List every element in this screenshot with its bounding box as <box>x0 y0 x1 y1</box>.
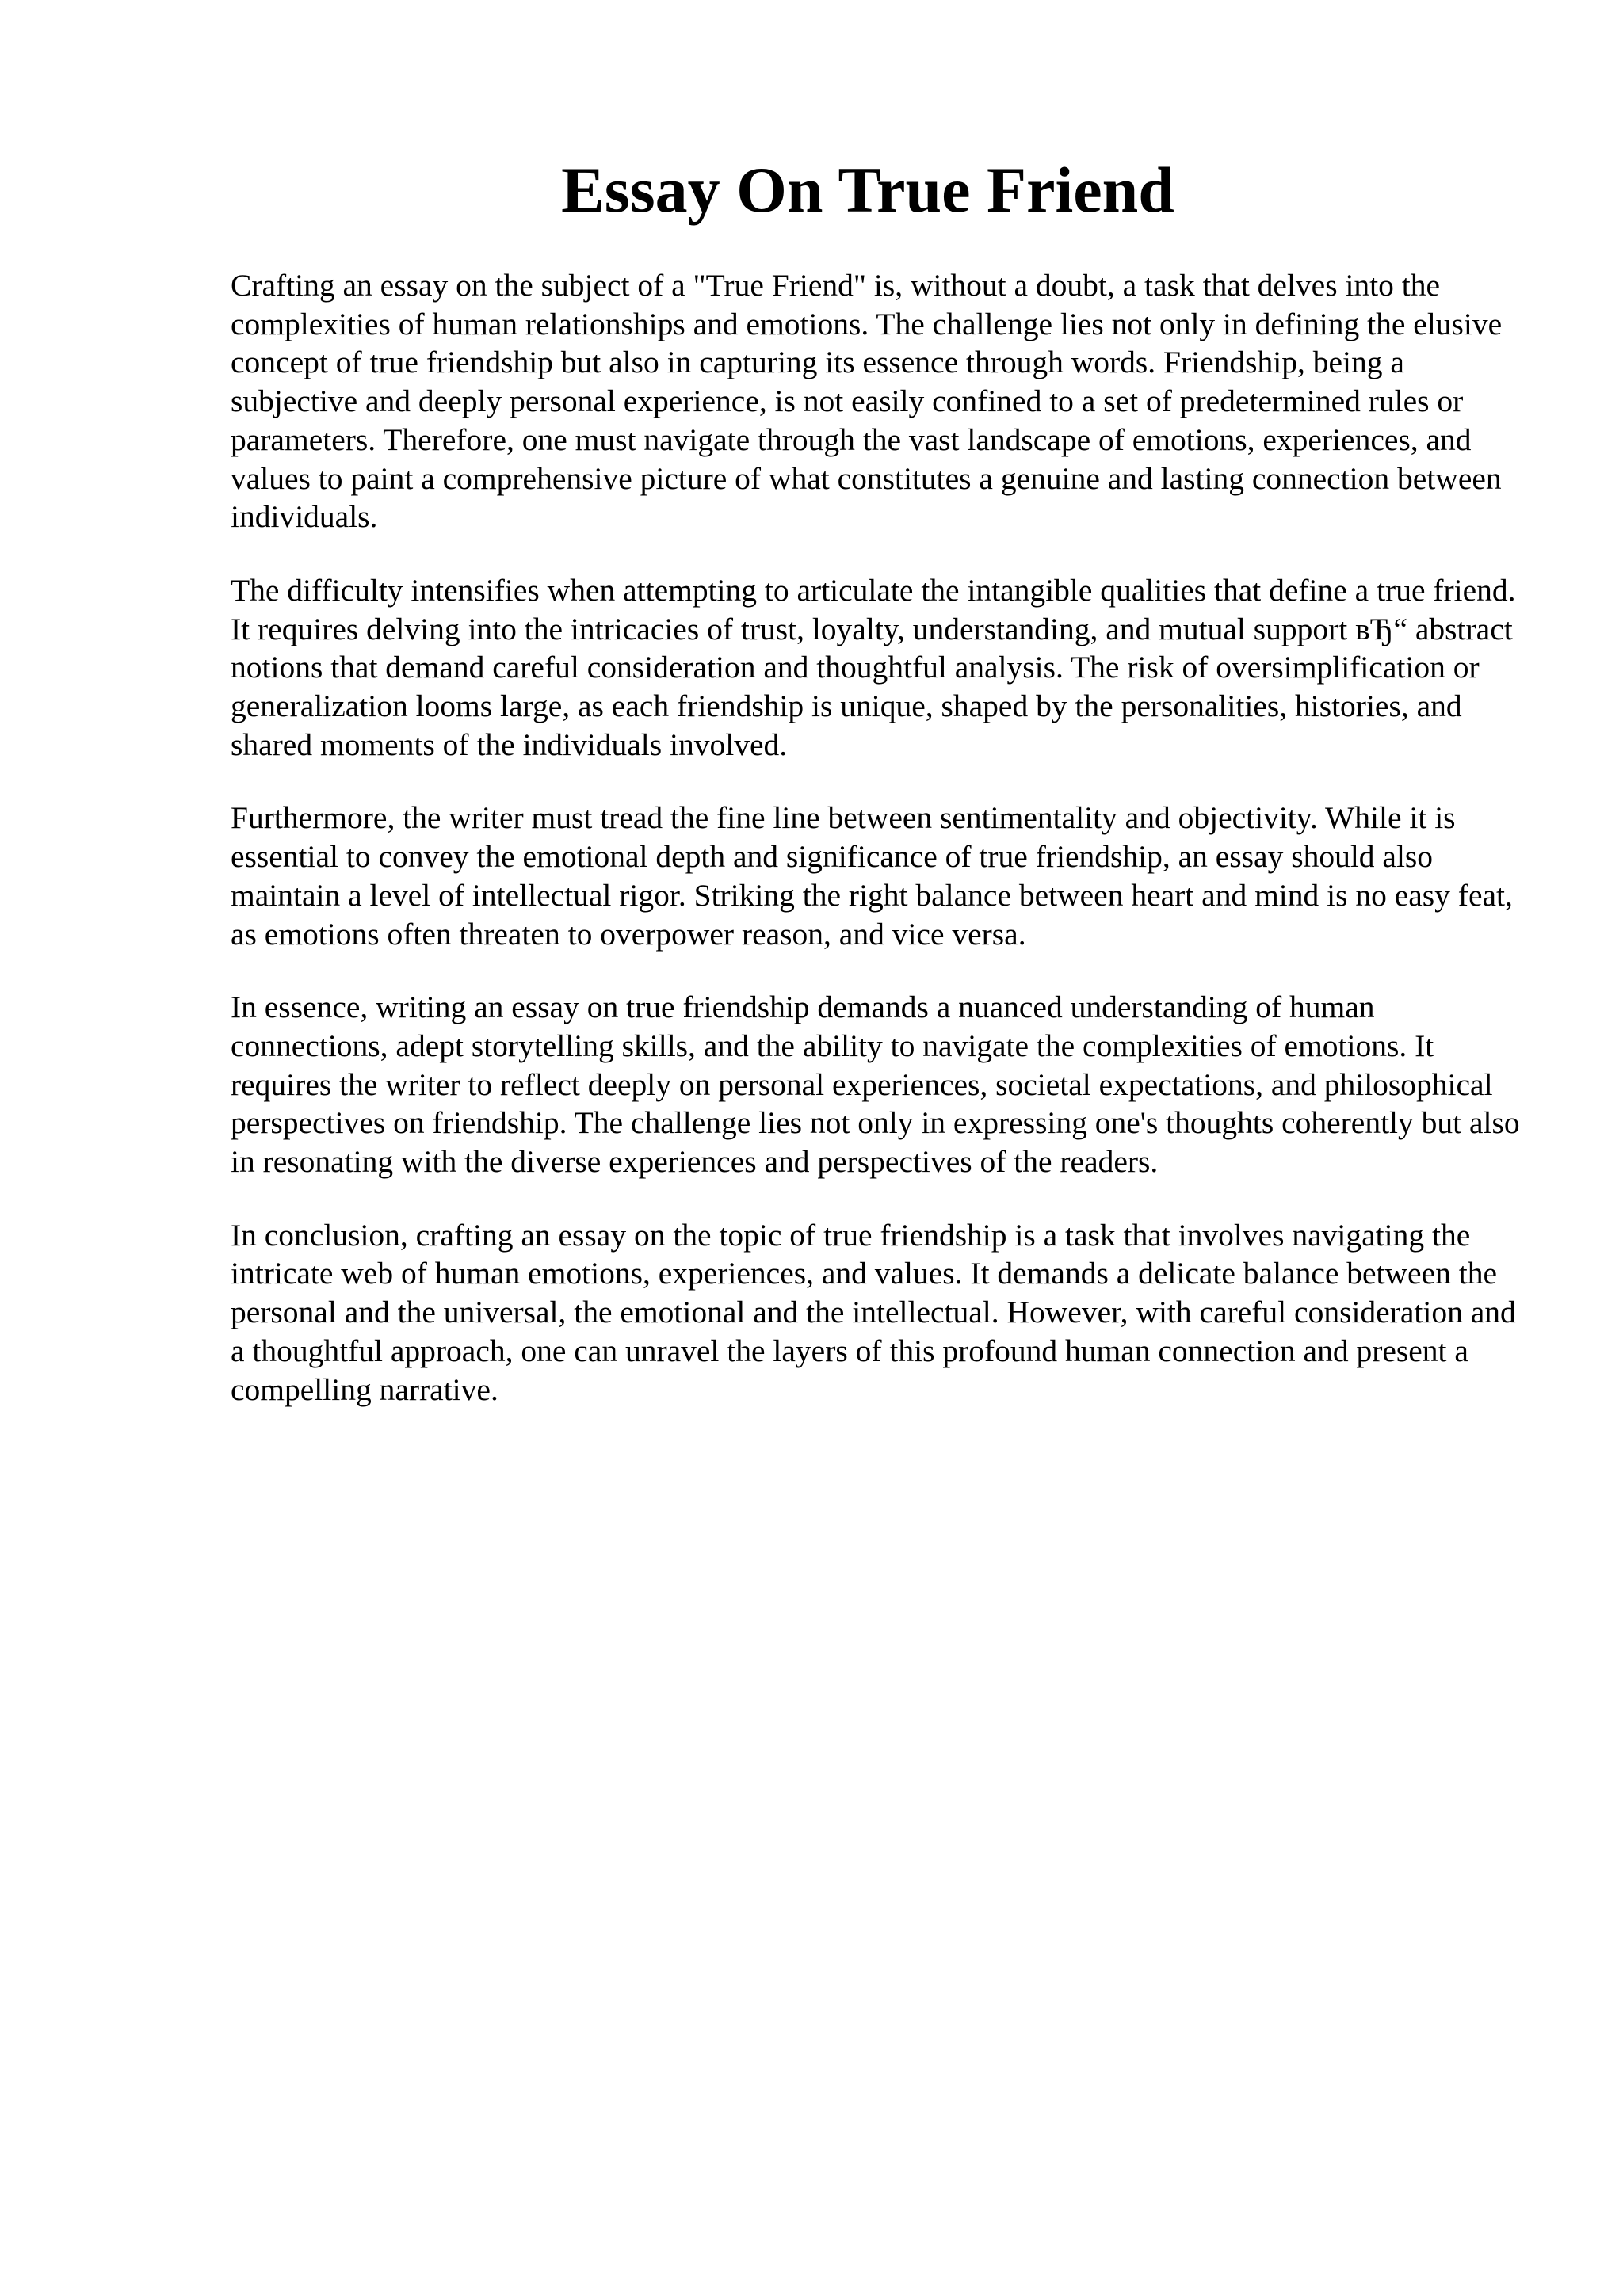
paragraph-4: In essence, writing an essay on true friendship demands a nuanced understanding of human connections, adept storytelling skills, and the ability to navigate the complexities of emotions. It requires the writer to reflect deeply on personal experiences, societal expectations, and philosophical perspectives on friendship. The challenge lies not only in expressing one's thoughts coherently but also in resonating with the diverse experiences and perspectives of the readers. <box>231 990 1520 1180</box>
essay-body <box>231 266 1530 1444</box>
page-title: Essay On True Friend <box>561 154 1174 226</box>
paragraph-1: Crafting an essay on the subject of a "True Friend" is, without a doubt, a task that delves into the complexities of human relationships and emotions. The challenge lies not only in defining the elusive concept of true friendship but also in capturing its essence through words. Friendship, being a subjective and deeply personal experience, is not easily confined to a set of predetermined rules or parameters. Therefore, one must navigate through the vast landscape of emotions, experiences, and values to paint a comprehensive picture of what constitutes a genuine and lasting connection between individuals. <box>231 268 1503 535</box>
paragraph-5: In conclusion, crafting an essay on the topic of true friendship is a task that involves navigating the intricate web of human emotions, experiences, and values. It demands a delicate balance between the personal and the universal, the emotional and the intellectual. However, with careful consideration and a thoughtful approach, one can unravel the layers of this profound human connection and present a compelling narrative. <box>231 1217 1516 1407</box>
paragraph-2: The difficulty intensifies when attempting to articulate the intangible qualities that define a true friend. It requires delving into the intricacies of trust, loyalty, understanding, and mutual support вЂ“ abstract notions that demand careful consideration and thoughtful analysis. The risk of oversimplification or generalization looms large, as each friendship is unique, shaped by the personalities, histories, and shared moments of the individuals involved. <box>231 572 1516 762</box>
paragraph-3: Furthermore, the writer must tread the fine line between sentimentality and objectivity. While it is essential to convey the emotional depth and significance of true friendship, an essay should also maintain a level of intellectual rigor. Striking the right balance between heart and mind is no easy feat, as emotions often threaten to overpower reason, and vice versa. <box>231 800 1513 952</box>
